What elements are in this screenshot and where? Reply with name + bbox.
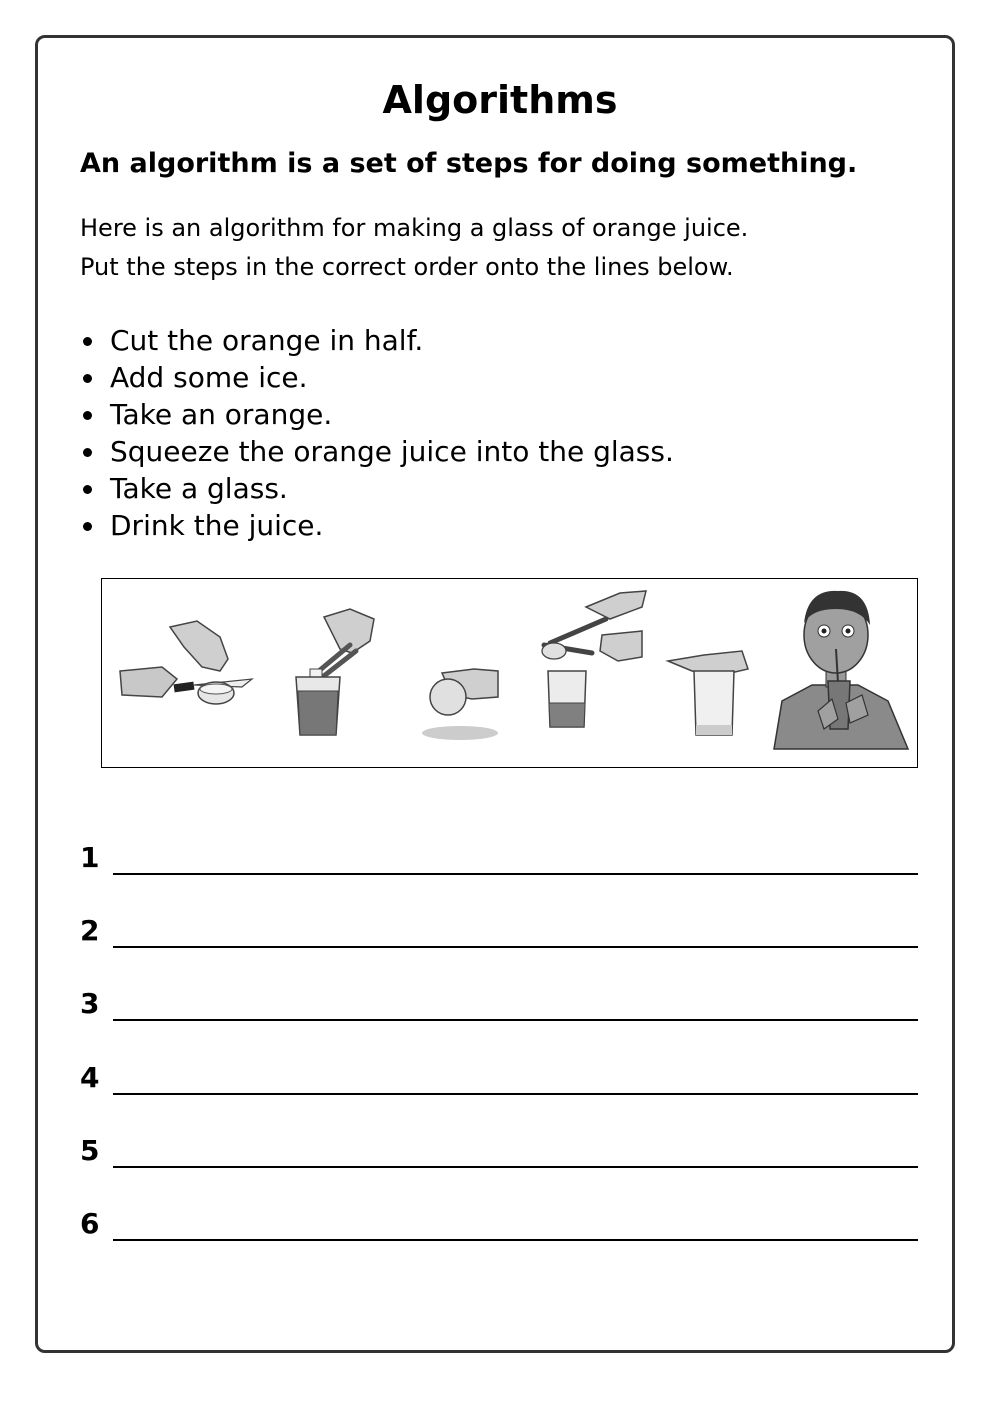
answer-line-5[interactable] [80,1134,920,1174]
list-item: Add some ice. [80,359,674,396]
add-ice-picture [296,609,374,735]
list-item: Take an orange. [80,396,674,433]
pictures-box [101,578,918,768]
bullet-icon [83,448,92,457]
definition-subtitle: An algorithm is a set of steps for doing something. [80,148,858,179]
answer-number: 2 [80,914,100,947]
list-item: Take a glass. [80,470,674,507]
answer-number: 1 [80,841,100,874]
answer-number: 3 [80,987,100,1020]
bullet-icon [83,485,92,494]
intro-line-2: Put the steps in the correct order onto the lines below. [80,253,734,281]
writing-line[interactable] [113,1166,918,1168]
intro-line-1: Here is an algorithm for making a glass of orange juice. [80,214,749,242]
list-item: Cut the orange in half. [80,322,674,359]
steps-list [80,322,674,544]
answer-line-3[interactable] [80,987,920,1027]
bullet-icon [83,522,92,531]
writing-line[interactable] [113,1093,918,1095]
writing-line[interactable] [113,1239,918,1241]
answer-line-4[interactable] [80,1061,920,1101]
page-title: Algorithms [382,78,618,122]
bullet-icon [83,374,92,383]
cut-orange-picture [120,621,252,704]
answer-line-2[interactable] [80,914,920,954]
take-orange-picture [422,669,498,740]
boy-drinking-picture [774,591,908,749]
writing-line[interactable] [113,946,918,948]
answer-number: 5 [80,1134,100,1167]
list-item: Drink the juice. [80,507,674,544]
list-item: Squeeze the orange juice into the glass. [80,433,674,470]
writing-line[interactable] [113,873,918,875]
squeeze-juice-picture [542,591,646,727]
answer-number: 4 [80,1061,100,1094]
answer-number: 6 [80,1207,100,1240]
bullet-icon [83,337,92,346]
bullet-icon [83,411,92,420]
take-glass-picture [668,651,748,735]
writing-line[interactable] [113,1019,918,1021]
answer-line-6[interactable] [80,1207,920,1247]
answer-line-1[interactable] [80,841,920,881]
